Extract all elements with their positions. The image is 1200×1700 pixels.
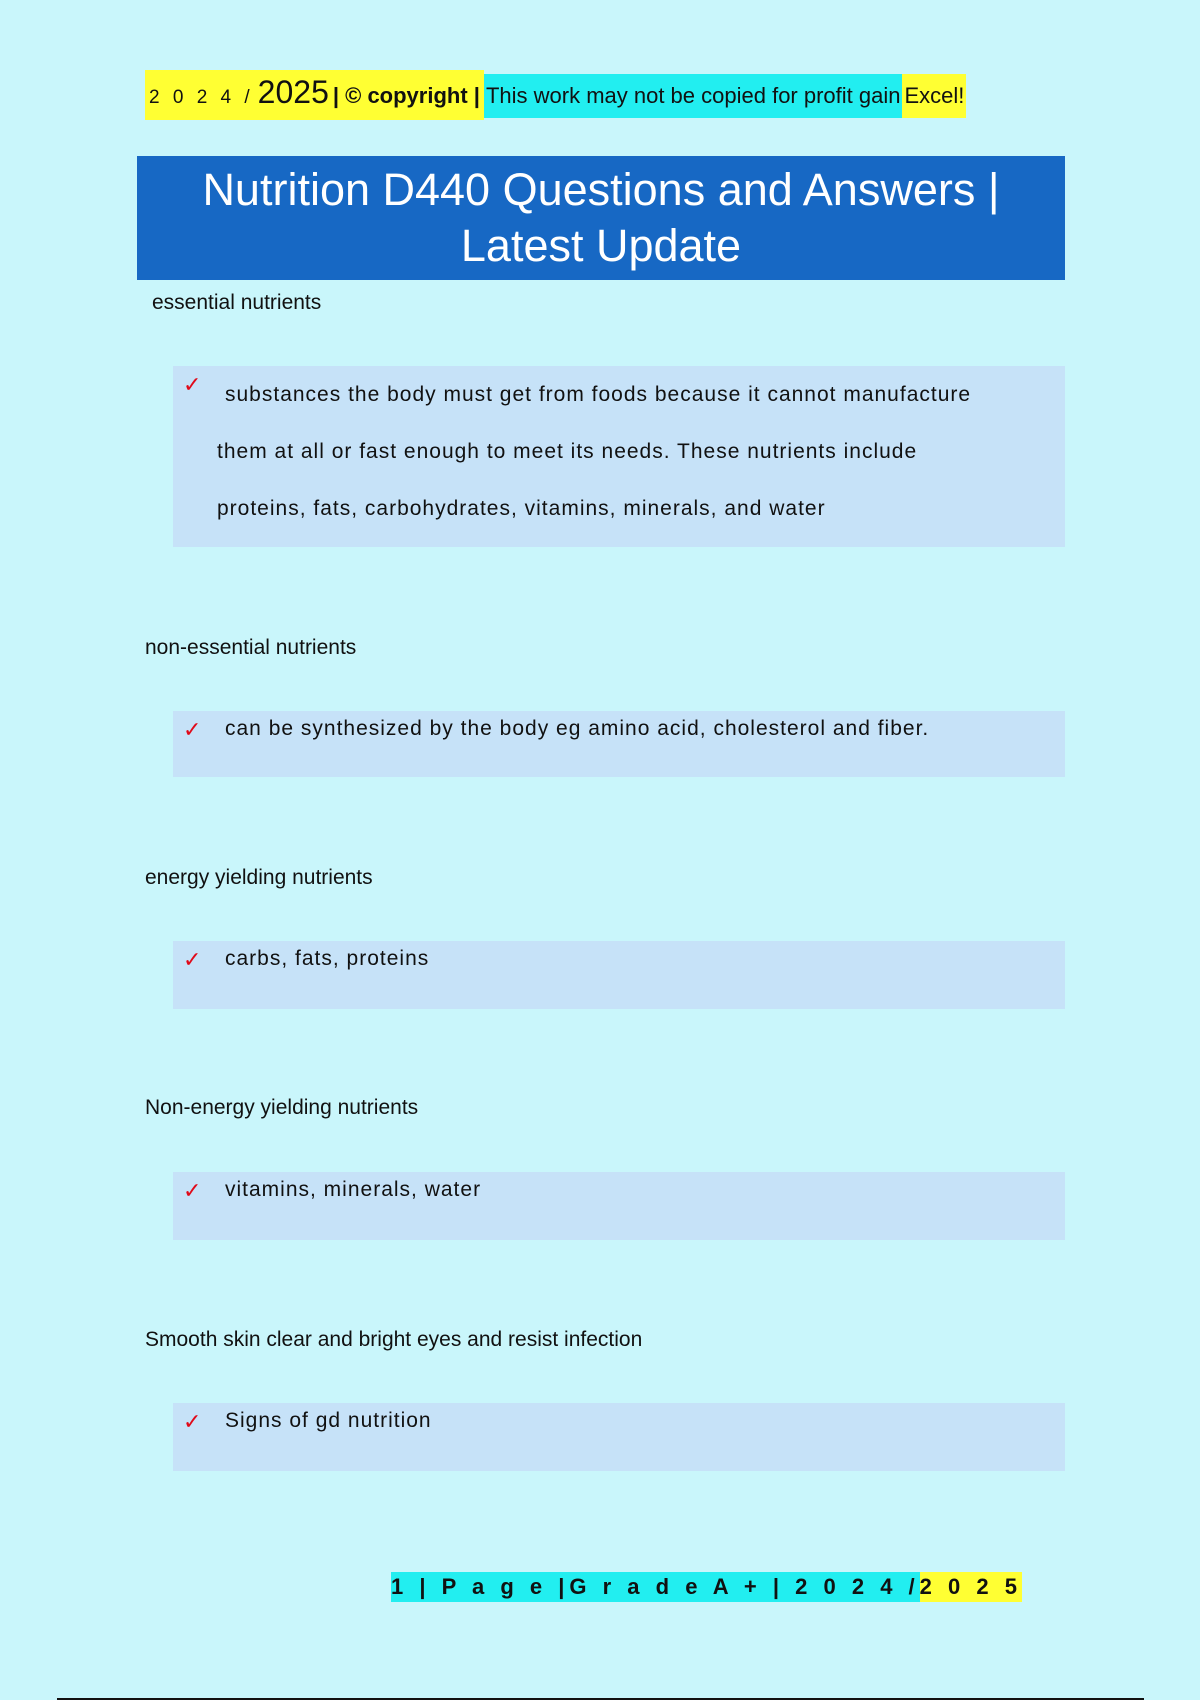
footer-page-number: 1 | P a g e | <box>391 1572 569 1602</box>
copyright-header <box>145 70 966 120</box>
answer-text: vitamins, minerals, water <box>225 1178 482 1201</box>
check-icon: ✓ <box>183 717 202 742</box>
title-line-2: Latest Update <box>460 220 742 271</box>
footer-grade: G r a d e A + | 2 0 2 4 / <box>569 1572 919 1602</box>
answer-text <box>217 366 1049 537</box>
title-line-1: Nutrition D440 Questions and Answers | <box>202 164 1000 215</box>
header-excel: Excel! <box>902 74 966 118</box>
check-icon: ✓ <box>183 372 202 397</box>
answer-text: carbs, fats, proteins <box>225 947 430 970</box>
check-icon: ✓ <box>183 947 202 972</box>
header-year-main: 2025 <box>257 74 329 110</box>
answer-line: them at all or fast enough to meet its needs. These nutrients include <box>217 440 918 463</box>
answer-box <box>173 1172 1065 1240</box>
header-year-prefix: 2 0 2 4 / <box>149 87 254 108</box>
answer-line: proteins, fats, carbohydrates, vitamins, minerals, and water <box>217 497 826 520</box>
term-essential-nutrients: essential nutrients <box>152 291 322 314</box>
document-title <box>137 156 1065 280</box>
header-notice: This work may not be copied for profit gain <box>484 74 903 118</box>
answer-text: can be synthesized by the body eg amino acid, cholesterol and fiber. <box>225 717 930 740</box>
answer-line: substances the body must get from foods because it cannot manufacture <box>225 383 972 406</box>
answer-text: Signs of gd nutrition <box>225 1409 432 1432</box>
page-footer <box>391 1572 1022 1602</box>
check-icon: ✓ <box>183 1178 202 1203</box>
term-signs-of-nutrition: Smooth skin clear and bright eyes and resist infection <box>145 1328 643 1351</box>
footer-year: 2 0 2 5 <box>920 1572 1022 1602</box>
answer-box <box>173 1403 1065 1471</box>
header-year-highlight <box>145 70 484 120</box>
answer-box <box>173 941 1065 1009</box>
answer-box <box>173 366 1065 547</box>
header-copyright: | © copyright | <box>332 83 480 108</box>
answer-box <box>173 711 1065 777</box>
check-icon: ✓ <box>183 1409 202 1434</box>
term-non-essential-nutrients: non-essential nutrients <box>145 636 357 659</box>
term-energy-yielding-nutrients: energy yielding nutrients <box>145 866 373 889</box>
term-non-energy-yielding-nutrients: Non-energy yielding nutrients <box>145 1096 419 1119</box>
